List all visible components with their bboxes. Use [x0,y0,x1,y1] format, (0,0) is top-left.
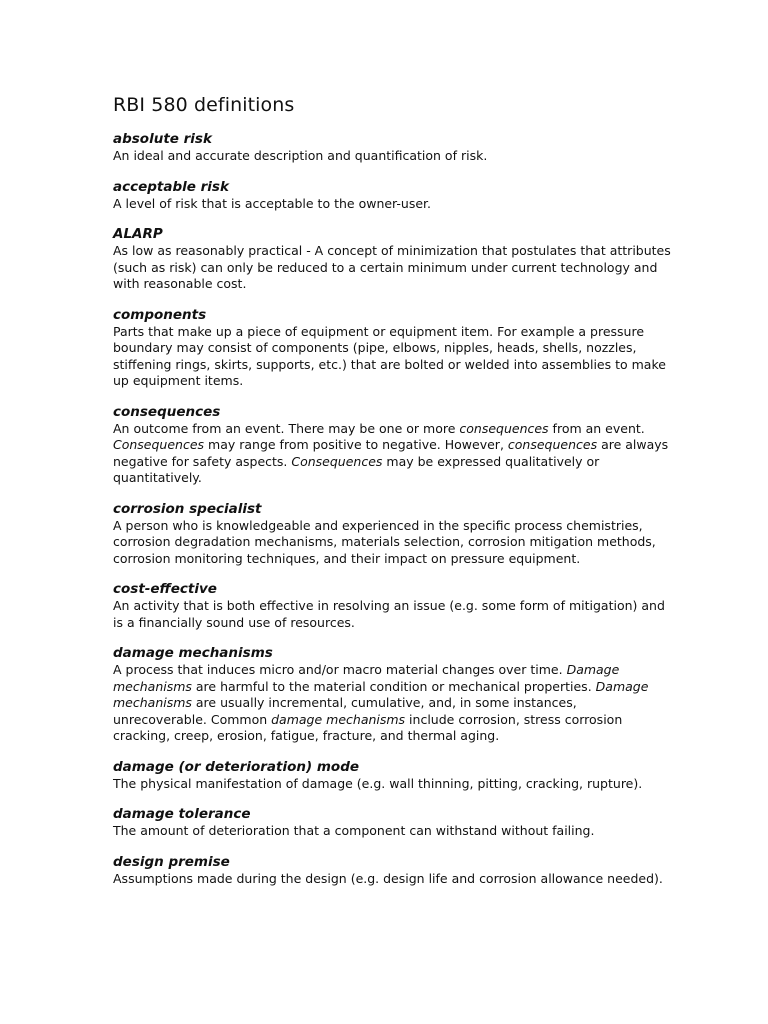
definition-entry [113,307,673,390]
page-title: RBI 580 definitions [113,94,295,116]
definition-text [113,243,673,293]
document-page [113,93,673,901]
emphasized-term: consequences [507,437,598,452]
definition-segment: As low as reasonably practical - A concept of minimization that postulates that attributes (such as risk) can only be reduced to a certain minimum under current technology and with reasonable cost. [113,243,671,291]
definition-term: damage tolerance [113,806,251,822]
definition-entry [113,581,673,631]
definition-segment: The physical manifestation of damage (e.g. wall thinning, pitting, cracking, rupture). [113,775,643,791]
definition-segment: An outcome from an event. There may be one or more [113,420,460,436]
definition-segment: are always negative for safety aspects. [113,437,669,469]
definition-entry [113,501,673,568]
definition-segment: Parts that make up a piece of equipment or equipment item. For example a pressure boundary may consist of components (pipe, elbows, nipples, heads, shells, nozzles, stiffening rings, skirts, supports, etc.) that are bolted or welded into assemblies to make up equipment items. [113,323,666,388]
definition-text [113,421,673,487]
definition-text [113,871,673,888]
definition-text [113,518,673,568]
definition-term: ALARP [113,226,163,242]
definition-entry [113,759,673,793]
definition-text [113,148,673,165]
definition-segment: may range from positive to negative. However, [204,437,508,452]
definition-text [113,196,673,213]
definition-segment: are usually incremental, cumulative, and, in some instances, unrecoverable. Common [113,695,577,727]
emphasized-term: damage mechanisms [271,711,406,727]
definition-entry [113,131,673,165]
definition-entry [113,854,673,888]
definition-segment: An activity that is both effective in resolving an issue (e.g. some form of mitigation) and is a financially sound use of resources. [113,598,665,630]
definition-segment: include corrosion, stress corrosion cracking, creep, erosion, fatigue, fracture, and thermal aging. [113,711,623,743]
emphasized-term: Damage mechanisms [113,678,649,710]
definition-segment: from an event. [548,420,645,436]
definition-term: cost-effective [113,581,217,597]
definition-text [113,823,673,840]
definition-term: components [113,306,207,323]
definition-segment: Assumptions made during the design (e.g. design life and corrosion allowance needed). [113,870,663,886]
definition-term: damage mechanisms [113,645,273,661]
definition-segment: may be expressed qualitatively or quantitatively. [113,453,600,485]
emphasized-term: Damage mechanisms [113,662,620,694]
definition-segment: A person who is knowledgeable and experienced in the specific process chemistries, corrosion degradation mechanisms, materials selection, corrosion mitigation methods, corrosion monitoring techniques, and their impact on pressure equipment. [113,517,656,566]
emphasized-term: Consequences [113,437,205,452]
definition-entry [113,645,673,745]
definition-term: design premise [113,853,230,870]
definition-term: consequences [113,403,221,420]
definition-entry [113,226,673,293]
definition-text [113,598,673,631]
definition-text [113,776,673,793]
definition-term: absolute risk [113,131,212,147]
definition-segment: An ideal and accurate description and quantification of risk. [113,148,488,163]
definition-text [113,662,673,745]
definition-term: acceptable risk [113,178,229,195]
definition-entry [113,806,673,840]
definition-segment: A process that induces micro and/or macro material changes over time. [113,662,567,677]
definition-term: damage (or deterioration) mode [113,758,360,775]
definition-entry [113,404,673,487]
definitions-list [113,131,673,887]
definition-segment: are harmful to the material condition or mechanical properties. [191,678,596,694]
definition-text [113,324,673,390]
definition-entry [113,179,673,213]
emphasized-term: consequences [459,420,549,436]
definition-term: corrosion specialist [113,500,262,517]
definition-segment: The amount of deterioration that a component can withstand without failing. [113,823,595,838]
definition-segment: A level of risk that is acceptable to the owner-user. [113,195,431,211]
emphasized-term: Consequences [291,453,383,469]
